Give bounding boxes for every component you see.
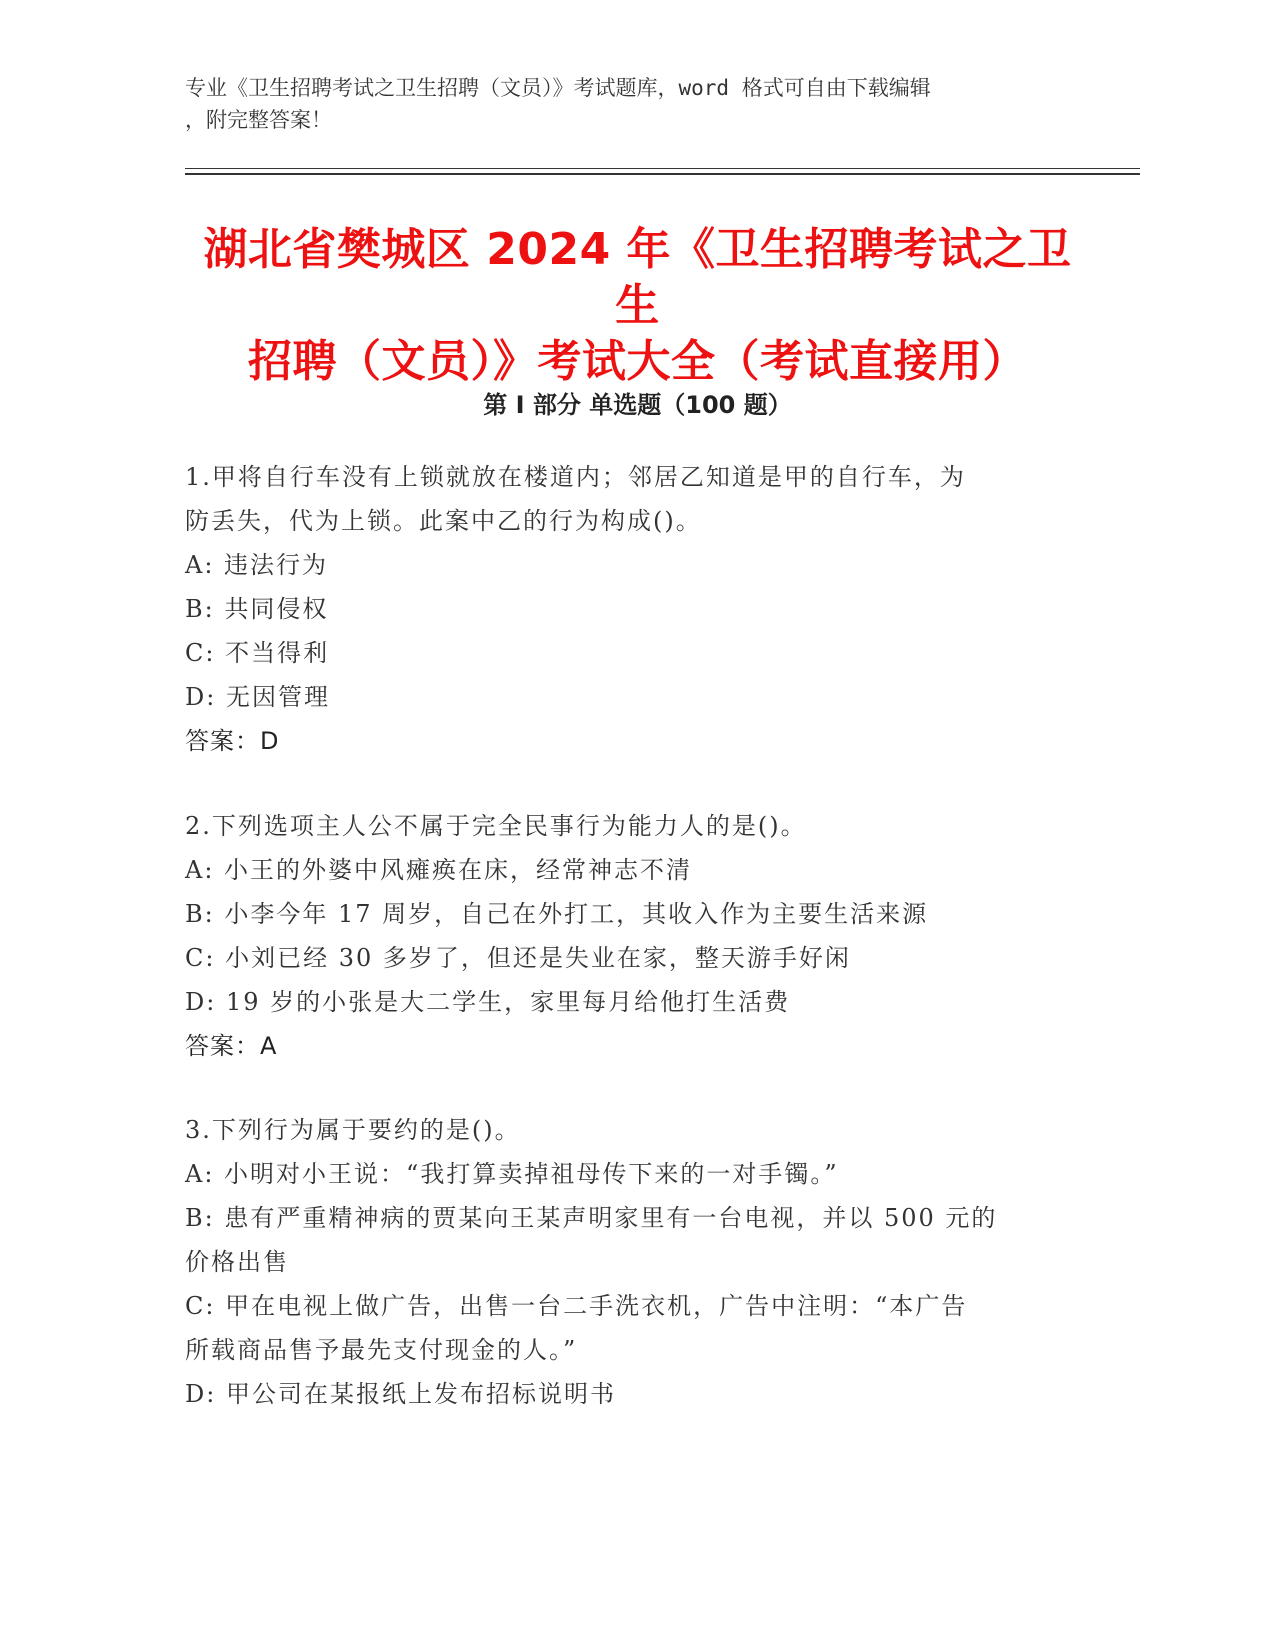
document-title bbox=[185, 222, 1090, 390]
question-stem: 防丢失，代为上锁。此案中乙的行为构成()。 bbox=[185, 507, 702, 535]
option-b-continued: 价格出售 bbox=[185, 1248, 289, 1276]
option-d: D: 甲公司在某报纸上发布招标说明书 bbox=[185, 1380, 616, 1408]
title-line: 湖北省樊城区 2024 年《卫生招聘考试之卫生 bbox=[203, 224, 1072, 331]
question-stem: 2.下列选项主人公不属于完全民事行为能力人的是()。 bbox=[185, 812, 807, 840]
option-c: C: 小刘已经 30 多岁了，但还是失业在家，整天游手好闲 bbox=[185, 944, 851, 972]
answer-label: 答案：A bbox=[185, 1032, 278, 1060]
header-note bbox=[185, 72, 1085, 136]
header-note-line: 专业《卫生招聘考试之卫生招聘（文员）》考试题库，word 格式可自由下载编辑 bbox=[185, 76, 931, 100]
option-b: B: 患有严重精神病的贾某向王某声明家里有一台电视，并以 500 元的 bbox=[185, 1204, 998, 1232]
option-b: B: 共同侵权 bbox=[185, 595, 329, 623]
question-stem: 3.下列行为属于要约的是()。 bbox=[185, 1116, 521, 1144]
section-heading: 第 I 部分 单选题（100 题） bbox=[483, 391, 792, 419]
option-c: C: 甲在电视上做广告，出售一台二手洗衣机，广告中注明：“本广告 bbox=[185, 1292, 968, 1320]
header-note-line: ，附完整答案！ bbox=[185, 108, 332, 132]
option-a: A: 小明对小王说：“我打算卖掉祖母传下来的一对手镯。” bbox=[185, 1160, 839, 1188]
question-2 bbox=[185, 804, 1085, 1068]
option-c-continued: 所载商品售予最先支付现金的人。” bbox=[185, 1336, 578, 1364]
question-1 bbox=[185, 455, 1085, 763]
header-divider-top bbox=[185, 168, 1140, 169]
option-a: A: 小王的外婆中风瘫痪在床，经常神志不清 bbox=[185, 856, 693, 884]
question-stem: 1.甲将自行车没有上锁就放在楼道内；邻居乙知道是甲的自行车，为 bbox=[185, 463, 966, 491]
header-divider-bottom bbox=[185, 173, 1140, 175]
option-d: D: 无因管理 bbox=[185, 683, 330, 711]
option-b: B: 小李今年 17 周岁，自己在外打工，其收入作为主要生活来源 bbox=[185, 900, 929, 928]
option-a: A: 违法行为 bbox=[185, 551, 329, 579]
title-line: 招聘（文员）》考试大全（考试直接用） bbox=[248, 336, 1027, 387]
option-d: D: 19 岁的小张是大二学生，家里每月给他打生活费 bbox=[185, 988, 791, 1016]
question-3 bbox=[185, 1108, 1085, 1416]
answer-label: 答案：D bbox=[185, 727, 280, 755]
option-c: C: 不当得利 bbox=[185, 639, 330, 667]
